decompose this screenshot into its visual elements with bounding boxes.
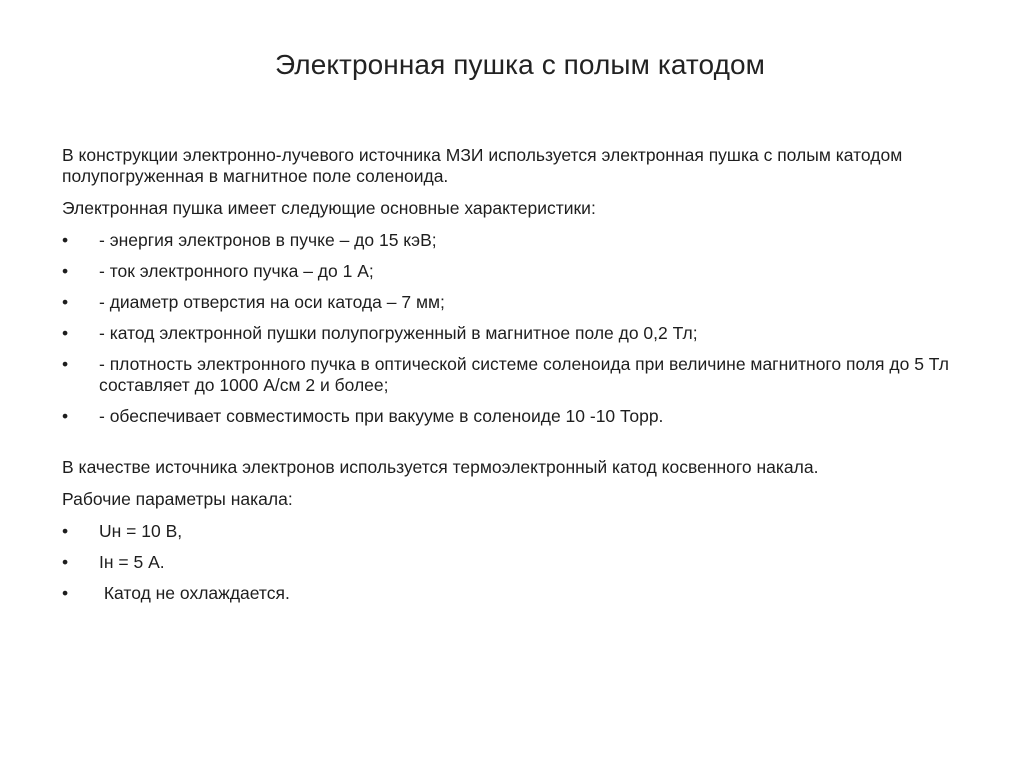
list-item-text: - обеспечивает совместимость при вакууме в соленоиде 10 -10 Торр. [99,406,664,426]
bullet-icon: • [62,583,69,603]
intro-paragraph: В конструкции электронно-лучевого источника МЗИ используется электронная пушка с полым катодом полупогруженная в магнитное поле соленоида. [62,145,903,186]
list-item [62,552,982,573]
cathode-paragraph: В качестве источника электронов используется термоэлектронный катод косвенного накала. [62,457,819,477]
slide-body [62,145,982,614]
bullet-icon: • [62,323,69,343]
characteristics-heading: Электронная пушка имеет следующие основные характеристики: [62,198,596,218]
heating-params-heading: Рабочие параметры накала: [62,489,293,509]
bullet-icon: • [62,261,69,281]
list-item-text: - энергия электронов в пучке – до 15 кэВ; [99,230,437,250]
bullet-icon: • [62,521,69,541]
bullet-icon: • [62,552,69,572]
bullet-icon: • [62,292,69,312]
bullet-icon: • [62,230,69,250]
list-item-text: Uн = 10 В, [99,521,183,541]
list-item-text: - диаметр отверстия на оси катода – 7 мм; [99,292,445,312]
characteristics-list [62,230,982,427]
bullet-icon: • [62,354,69,374]
heating-params-list [62,521,982,604]
list-item [62,354,982,396]
list-item-text: Iн = 5 А. [99,552,165,572]
list-item [62,583,982,604]
list-item [62,230,982,251]
list-item [62,323,982,344]
list-item-text: - катод электронной пушки полупогруженный в магнитное поле до 0,2 Тл; [99,323,698,343]
list-item-text: - плотность электронного пучка в оптической системе соленоида при величине магнитного поля до 5 Тл составляет до 1000 А/см 2 и более; [99,354,949,395]
list-item [62,261,982,282]
list-item-text: Катод не охлаждается. [99,583,290,603]
list-item [62,292,982,313]
section-spacer [62,437,982,457]
bullet-icon: • [62,406,69,426]
list-item-text: - ток электронного пучка – до 1 А; [99,261,374,281]
list-item [62,521,982,542]
list-item [62,406,982,427]
slide-title: Электронная пушка с полым катодом [274,49,766,80]
